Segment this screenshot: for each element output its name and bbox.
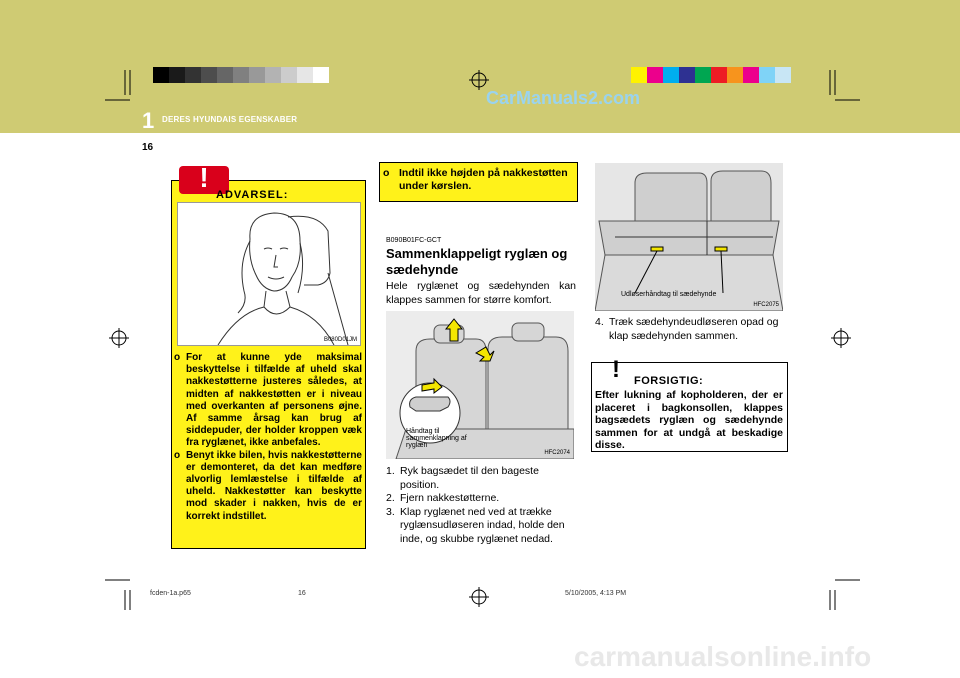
chapter-title: DERES HYUNDAIS EGENSKABER — [162, 115, 298, 124]
page-number: 16 — [142, 142, 154, 153]
figure-middle-code: HFC2074 — [544, 450, 570, 456]
step-4 — [595, 316, 785, 343]
steps-list — [386, 465, 576, 546]
section-code: B090B01FC-GCT — [386, 237, 442, 244]
bullet: o — [174, 352, 181, 363]
note-text: Indtil ikke højden på nakkestøtten under kørslen. — [399, 167, 568, 192]
caution-title: FORSIGTIG: — [634, 375, 704, 387]
figure-middle-label: Håndtag til sammenklapning af ryglæn — [406, 428, 467, 449]
note — [383, 167, 573, 193]
rear-seat-figure — [386, 311, 574, 459]
woman-headrest-drawing — [178, 203, 360, 345]
list-item-text: Benyt ikke bilen, hvis nakkestøtterne er demonteret, da det kan medføre alvorlig lemlæstelse i tilfælde af uheld. Nakkestøtter kan beskytte mod skader i nakken, hvis de er korrekt indstillet. — [186, 449, 362, 522]
warning-title: ADVARSEL: — [216, 189, 289, 201]
section-body: Hele ryglænet og sædehynden kan klappes sammen for større komfort. — [386, 280, 576, 306]
chapter-number: 1 — [142, 108, 155, 133]
list-item — [174, 450, 362, 523]
warning-image-code: B080D01JM — [323, 337, 357, 343]
list-item-text: For at kunne yde maksimal beskyttelse i tilfælde af uheld skal nakkestøtterne justeres således, at midten af nakkestøtten er i niveau med overkanten af personens øjne. Af samme årsag kan brug af siddepuder, der holder kroppen væk fra ryglænet, ikke anbefales. — [186, 352, 362, 449]
bullet: o — [174, 449, 181, 461]
list-item — [386, 506, 576, 547]
list-item — [386, 465, 576, 492]
step-text: Fjern nakkestøtterne. — [400, 492, 500, 504]
step-number: 3. — [386, 505, 395, 518]
figure-right-code: HFC2075 — [753, 302, 779, 308]
list-item — [174, 352, 362, 450]
registration-mark-right — [831, 328, 851, 348]
section-title: Sammenklappeligt ryglæn og sædehynde — [386, 246, 568, 277]
registration-mark-bottom — [469, 587, 489, 607]
footer-page: 16 — [298, 590, 306, 597]
registration-mark-left — [109, 328, 129, 348]
caution-body: Efter lukning af kopholderen, der er placeret i bagkonsollen, klappes bagsædets ryglæn og sædehynde sammen for at undgå at beskadige disse. — [595, 389, 783, 452]
step-number: 1. — [386, 465, 395, 477]
step-text: Træk sædehyndeudløseren opad og klap sædehynden sammen. — [609, 316, 779, 342]
caution-exclamation-icon: ! — [612, 356, 620, 383]
seat-cushion-drawing — [595, 163, 783, 311]
watermark-top[interactable]: CarManuals2.com — [486, 88, 641, 108]
figure-right-label: Udløserhåndtag til sædehynde — [621, 291, 717, 298]
headrest-illustration — [177, 202, 361, 346]
step-text: Klap ryglænet ned ved at trække ryglænsudløseren indad, holde den inde, og skubbe ryglænet nedad. — [400, 505, 565, 545]
watermark-bottom[interactable]: carmanualsonline.info — [574, 641, 872, 672]
step-text: Ryk bagsædet til den bageste position. — [400, 465, 539, 491]
seat-cushion-figure — [595, 163, 783, 311]
warning-exclamation-icon: ! — [199, 162, 209, 193]
footer-filename: fcden-1a.p65 — [150, 590, 191, 597]
footer-timestamp: 5/10/2005, 4:13 PM — [565, 590, 627, 597]
bullet: o — [383, 167, 390, 179]
step-number: 4. — [595, 316, 604, 328]
registration-mark-top — [469, 70, 489, 90]
warning-list — [174, 352, 362, 523]
list-item — [386, 492, 576, 506]
step-number: 2. — [386, 492, 395, 504]
